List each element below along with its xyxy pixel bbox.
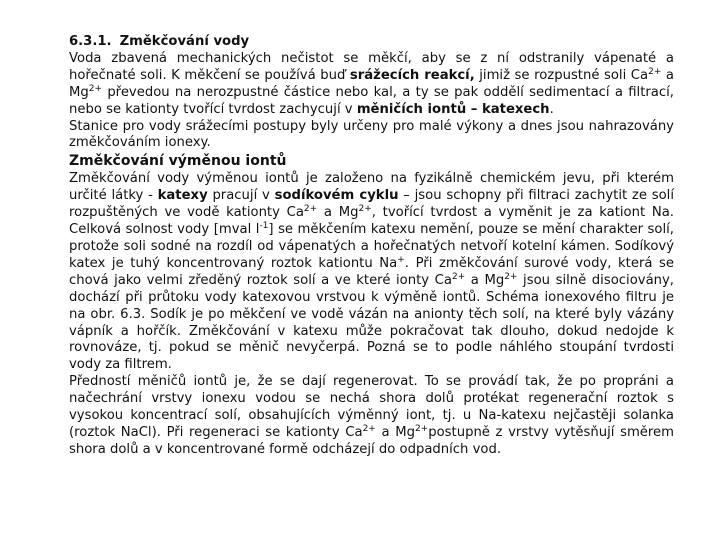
text-run: , tvořící tvrdost a vyměnit je za kationt Na. Celková solnost vody [mval l <box>69 205 674 238</box>
text-run: ] se měkčením katexu nemění, pouze se mění charakter solí, protože soli sodné na rozdíl od vápenatých a hořečnatých netvoří kotelní kámen. Sodíkový katex je tuhý koncentrovaný roztok kationtu Na <box>69 222 675 271</box>
text-run: a Mg <box>69 67 674 100</box>
text-run: a Mg <box>375 424 415 440</box>
text-run: . <box>549 101 554 117</box>
superscript: 2+ <box>362 423 376 434</box>
superscript: -1 <box>259 221 269 232</box>
superscript: 2+ <box>88 83 103 94</box>
paragraph-softening-intro <box>69 51 674 119</box>
superscript: + <box>397 254 405 265</box>
superscript: 2+ <box>451 271 466 282</box>
text-run: Změkčování vody výměnou iontů je založeno na fyzikálně chemickém jevu, při kterém určité látky - <box>69 171 674 204</box>
text-run: Předností měničů iontů je, že se dají regenerovat. To se provádí tak, že po propráni a načechrání vrstvy ionexu vodou se nechá shora dolů protékat regenerační roztok s vysokou koncentrací solí, obsahujících výměnný iont, tj. u Na-katexu nejčastěji solanka (roztok NaCl). Při regeneraci se kationty Ca <box>69 374 674 440</box>
bold-term-katexy: katexy <box>157 188 208 204</box>
bold-term-precipitation: srážecích reakcí, <box>349 67 475 83</box>
subsection-heading: Změkčování výměnou iontů <box>69 153 287 170</box>
document-page <box>69 34 674 459</box>
paragraph-ion-exchange <box>69 171 674 374</box>
superscript: 2+ <box>303 204 318 215</box>
superscript: 2+ <box>358 204 372 215</box>
paragraph-precipitation-stations: Stanice pro vody srážecími postupy byly určeny pro malé výkony a dnes jsou nahrazovány změkčováním ionexy. <box>69 118 674 151</box>
text-run: pracují v <box>207 188 275 204</box>
paragraph-regeneration <box>69 374 674 459</box>
text-run: . Při změkčování surové vody, která se chová jako velmi zředěný roztok solí a ve které ionty Ca <box>69 255 675 288</box>
section-number: 6.3.1. <box>69 34 112 49</box>
bold-term-sodium-cycle: sodíkovém cyklu <box>274 188 399 204</box>
text-run: a Mg <box>465 272 505 288</box>
text-run: postupně z vrstvy vytěsňují směrem shora dolů a v koncentrované formě odcházejí do odpadních vod. <box>69 424 674 457</box>
bold-term-ion-exchangers: měničích iontů – katexech <box>356 101 550 117</box>
text-run: jimiž se rozpustné soli Ca <box>474 67 649 83</box>
superscript: 2+ <box>414 423 429 434</box>
section-heading <box>69 34 674 51</box>
section-title: Změkčování vody <box>119 34 250 49</box>
text-run: převedou na nerozpustné částice nebo kal, a ty se pak oddělí sedimentací a filtrací, nebo se kationty tvořící tvrdost zachycují v <box>69 84 674 117</box>
superscript: 2+ <box>648 66 662 77</box>
superscript: 2+ <box>504 271 518 282</box>
text-run: Voda zbavená mechanických nečistot se měkčí, aby se z ní odstranily vápenaté a hořečnaté soli. K měkčení se používá buď <box>69 50 674 83</box>
text-run: – jsou schopny při filtraci zachytit ze solí rozpuštěných ve vodě kationty Ca <box>69 188 674 221</box>
text-run: jsou silně disociovány, dochází při průtoku vody katexovou vrstvou k výměně iontů. Schéma ionexového filtru je na obr. 6.3. Sodík je po měkčení ve vodě vázán na anionty těch solí, na které byly vázány vápník a hořčík. Změkčování v katexu může pokračovat tak dlouho, dokud nedojde k rovnováze, tj. pokud se měnič nevyčerpá. Pozná se to podle náhlého stoupání tvrdosti vody za filtrem. <box>69 272 675 373</box>
text-run: a Mg <box>317 205 359 221</box>
